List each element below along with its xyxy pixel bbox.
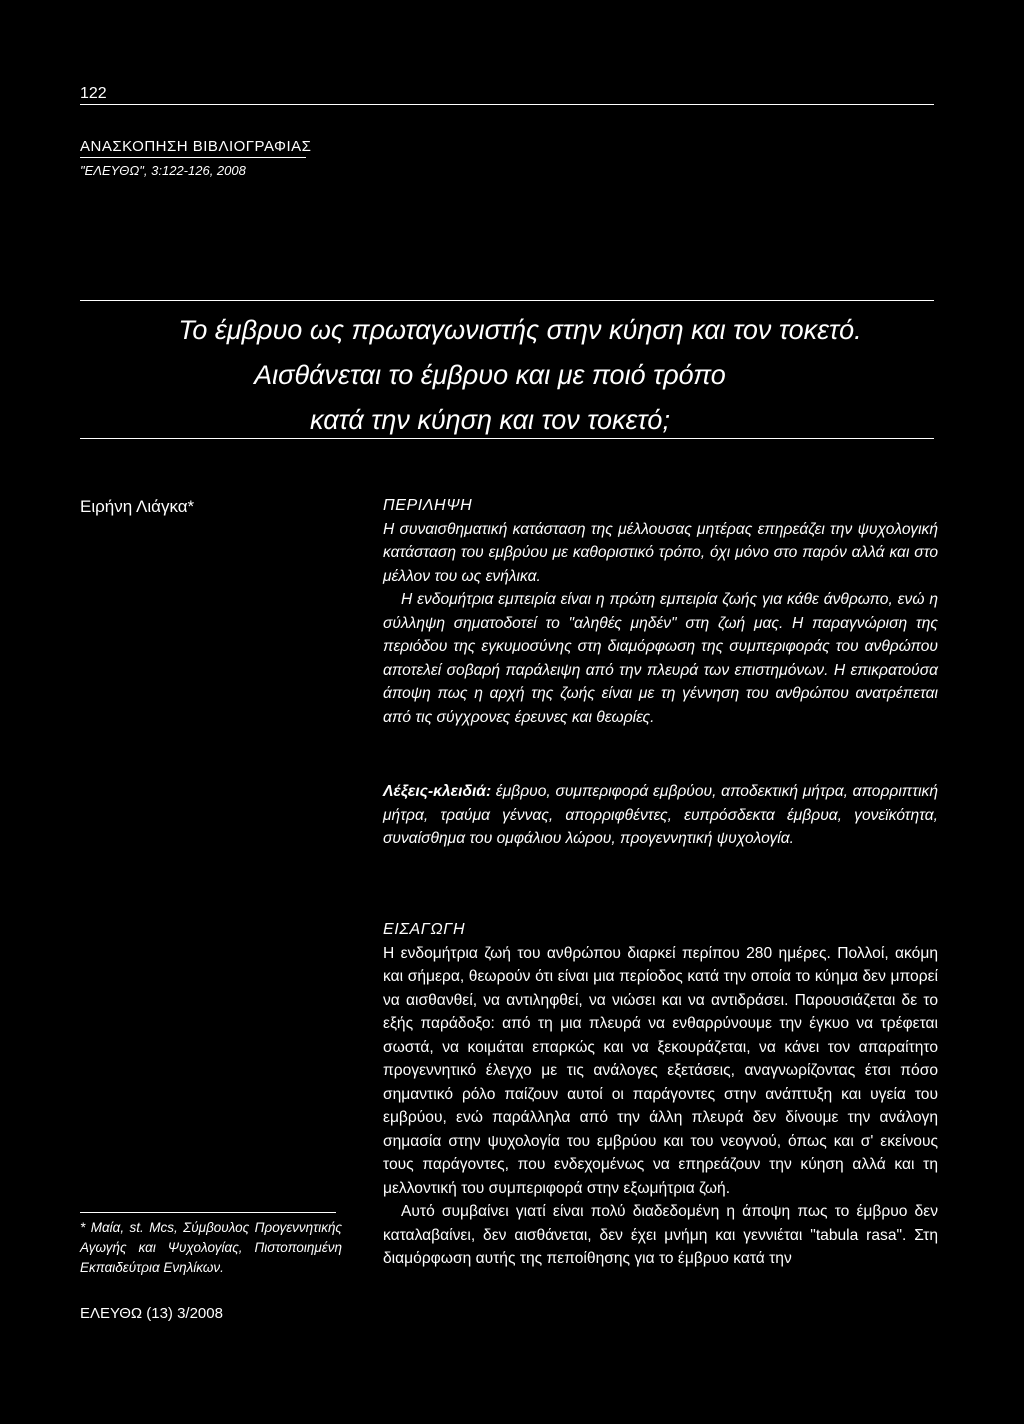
introduction-section [383, 918, 938, 1271]
keywords-text: έμβρυο, συμπεριφορά εμβρύου, αποδεκτική μήτρα, απορριπτική μήτρα, τραύμα γέννας, απορριφθέντες, ευπρόσδεκτα έμβρυα, γονεϊκότητα, συναίσθημα του ομφάλιου λώρου, προγεννητική ψυχολογία. [383, 783, 938, 847]
header-rule [80, 104, 934, 105]
introduction-heading: ΕΙΣΑΓΩΓΗ [383, 921, 466, 938]
journal-footer: ΕΛΕΥΘΩ (13) 3/2008 [80, 1305, 223, 1322]
introduction-paragraph: Αυτό συμβαίνει γιατί είναι πολύ διαδεδομένη η άποψη πως το έμβρυο δεν καταλαβαίνει, δεν αισθάνεται, δεν έχει μνήμη και γεννιέται "tabula rasa". Στη διαμόρφωση αυτής της πεποίθησης για το έμβρυο κατά την [383, 1203, 938, 1267]
abstract-section [383, 494, 938, 729]
title-bottom-rule [80, 438, 934, 439]
section-label: ΑΝΑΣΚΟΠΗΣΗ ΒΙΒΛΙΟΓΡΑΦΙΑΣ [80, 138, 312, 155]
abstract-paragraph: Η ενδομήτρια εμπειρία είναι η πρώτη εμπειρία ζωής για κάθε άνθρωπο, ενώ η σύλληψη σηματοδοτεί το "αληθές μηδέν" στη ζωή μας. Η παραγνώριση της περιόδου της εγκυμοσύνης στη διαμόρφωση της συμπεριφοράς του ανθρώπου αποτελεί σοβαρή παράλειψη από την πλευρά των επιστημόνων. Η επικρατούσα άποψη πως η αρχή της ζωής είναι με τη γέννηση του ανθρώπου ανατρέπεται από τις σύγχρονες έρευνες και θεωρίες. [383, 591, 938, 726]
title-top-rule [80, 300, 934, 301]
section-rule [80, 157, 306, 158]
title-line-3: κατά την κύηση και τον τοκετό; [310, 405, 670, 435]
author-name: Ειρήνη Λιάγκα* [80, 497, 195, 516]
page-number: 122 [80, 85, 107, 102]
abstract-paragraph: Η συναισθηματική κατάσταση της μέλλουσας μητέρας επηρεάζει την ψυχολογική κατάσταση του εμβρύου με καθοριστικό τρόπο, όχι μόνο στο παρόν αλλά και στο μέλλον του ως ενήλικα. [383, 520, 938, 585]
journal-citation: "ΕΛΕΥΘΩ", 3:122-126, 2008 [80, 163, 246, 178]
keywords-section [383, 780, 938, 851]
author-footnote: * Μαία, st. Mcs, Σύμβουλος Προγεννητικής Αγωγής και Ψυχολογίας, Πιστοποιημένη Εκπαιδεύτρια Ενηλίκων. [80, 1220, 342, 1275]
title-line-1: Το έμβρυο ως πρωταγωνιστής στην κύηση και τον τοκετό. [178, 315, 862, 345]
footnote-rule [80, 1212, 336, 1213]
article-title [0, 308, 980, 443]
abstract-heading: ΠΕΡΙΛΗΨΗ [383, 497, 473, 514]
keywords-label: Λέξεις-κλειδιά: [383, 783, 492, 800]
introduction-paragraph: Η ενδομήτρια ζωή του ανθρώπου διαρκεί περίπου 280 ημέρες. Πολλοί, ακόμη και σήμερα, θεωρούν ότι είναι μια περίοδος κατά την οποία το κύημα δεν μπορεί να αισθανθεί, να αντιληφθεί, να νιώσει και να αντιδράσει. Παρουσιάζεται δε το εξής παράδοξο: από τη μια πλευρά να ενθαρρύνουμε την έγκυο να τρέφεται σωστά, να κοιμάται επαρκώς και να ξεκουράζεται, να κάνει τον απαραίτητο προγεννητικό έλεγχο με τις ανάλογες εξετάσεις, αναγνωρίζοντας έτσι πόσο σημαντικό ρόλο παίζουν αυτοί οι παράγοντες στην ανάπτυξη και υγεία του εμβρύου, ενώ παράλληλα από την άλλη πλευρά δεν δίνουμε την ανάλογη σημασία στην ψυχολογία του εμβρύου και του νεογνού, όπως και σ' εκείνους τους παράγοντες, που ενδεχομένως να επηρεάζουν την κύηση αλλά και τη μελλοντική του συμπεριφορά στην εξωμήτρια ζωή. [383, 944, 938, 1197]
title-line-2: Αισθάνεται το έμβρυο και με ποιό τρόπο [254, 360, 726, 390]
